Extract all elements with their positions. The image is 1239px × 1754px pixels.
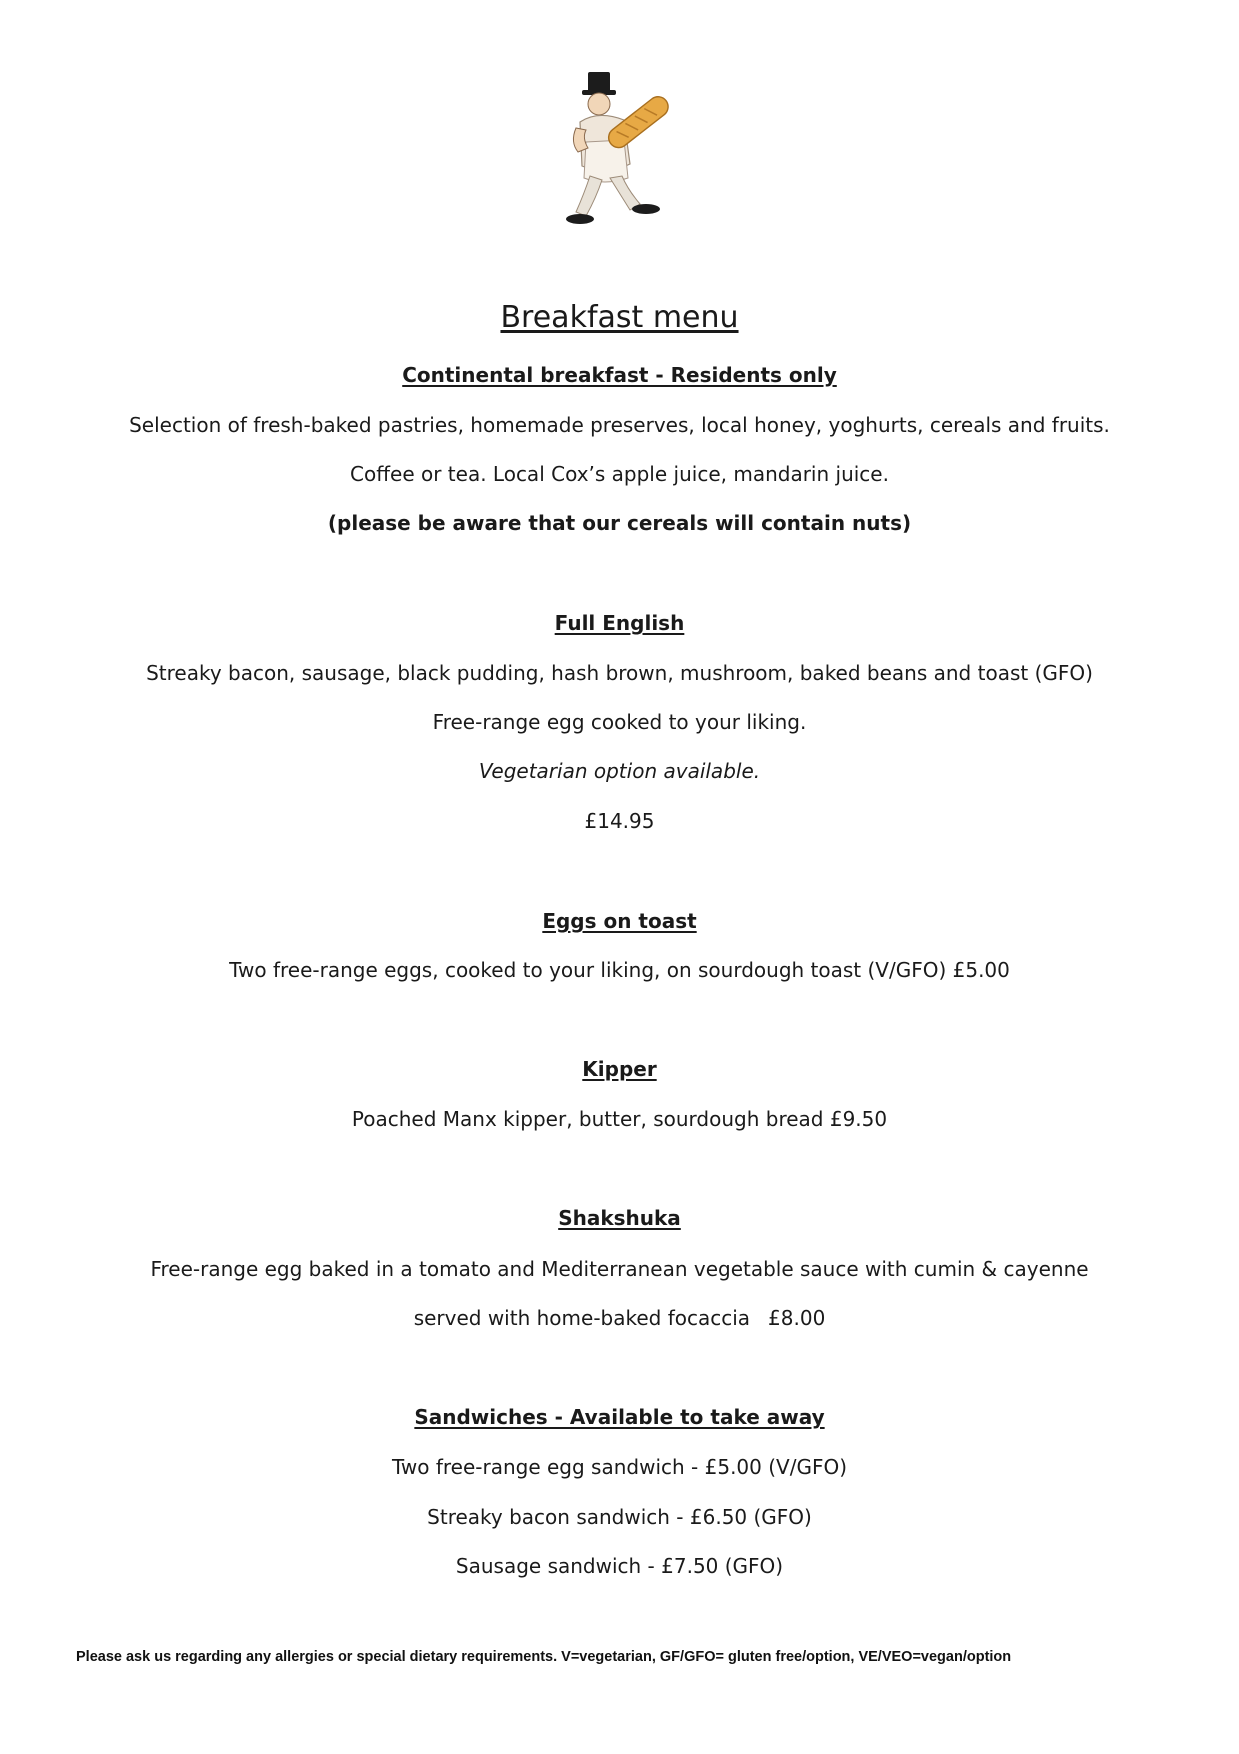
continental-heading: Continental breakfast - Residents only — [402, 363, 837, 387]
continental-nut-warning: (please be aware that our cereals will contain nuts) — [327, 511, 912, 535]
eggs-on-toast-description: Two free-range eggs, cooked to your liking, on sourdough toast (V/GFO) £5.00 — [229, 958, 1010, 982]
shakshuka-heading: Shakshuka — [558, 1206, 681, 1230]
eggs-on-toast-heading: Eggs on toast — [542, 909, 697, 933]
page-title: Breakfast menu — [500, 300, 739, 335]
continental-description: Selection of fresh-baked pastries, homemade preserves, local honey, yoghurts, cereals and fruits. — [129, 413, 1110, 437]
full-english-price: £14.95 — [584, 809, 655, 833]
continental-drinks: Coffee or tea. Local Cox’s apple juice, mandarin juice. — [350, 462, 889, 486]
full-english-egg: Free-range egg cooked to your liking. — [432, 710, 807, 734]
allergy-footer-note: Please ask us regarding any allergies or special dietary requirements. V=vegetarian, GF/GFO= gluten free/option, VE/VEO=vegan/option — [76, 1649, 1012, 1665]
kipper-heading: Kipper — [582, 1057, 657, 1081]
kipper-description: Poached Manx kipper, butter, sourdough bread £9.50 — [351, 1107, 888, 1131]
sandwich-item-egg: Two free-range egg sandwich - £5.00 (V/GFO) — [391, 1455, 848, 1479]
shakshuka-serving — [0, 1305, 1239, 1331]
full-english-heading: Full English — [554, 611, 685, 635]
full-english-vegetarian-note: Vegetarian option available. — [478, 759, 761, 783]
shakshuka-serving-text: served with home-baked focaccia — [413, 1306, 751, 1330]
baker-with-baguette-icon — [566, 72, 682, 242]
full-english-description: Streaky bacon, sausage, black pudding, hash brown, mushroom, baked beans and toast (GFO) — [146, 661, 1093, 685]
shakshuka-price: £8.00 — [768, 1306, 826, 1330]
sandwiches-heading: Sandwiches - Available to take away — [414, 1405, 825, 1429]
sandwich-item-sausage: Sausage sandwich - £7.50 (GFO) — [455, 1554, 784, 1578]
shakshuka-description: Free-range egg baked in a tomato and Mediterranean vegetable sauce with cumin & cayenne — [150, 1257, 1089, 1281]
sandwich-item-bacon: Streaky bacon sandwich - £6.50 (GFO) — [427, 1505, 812, 1529]
